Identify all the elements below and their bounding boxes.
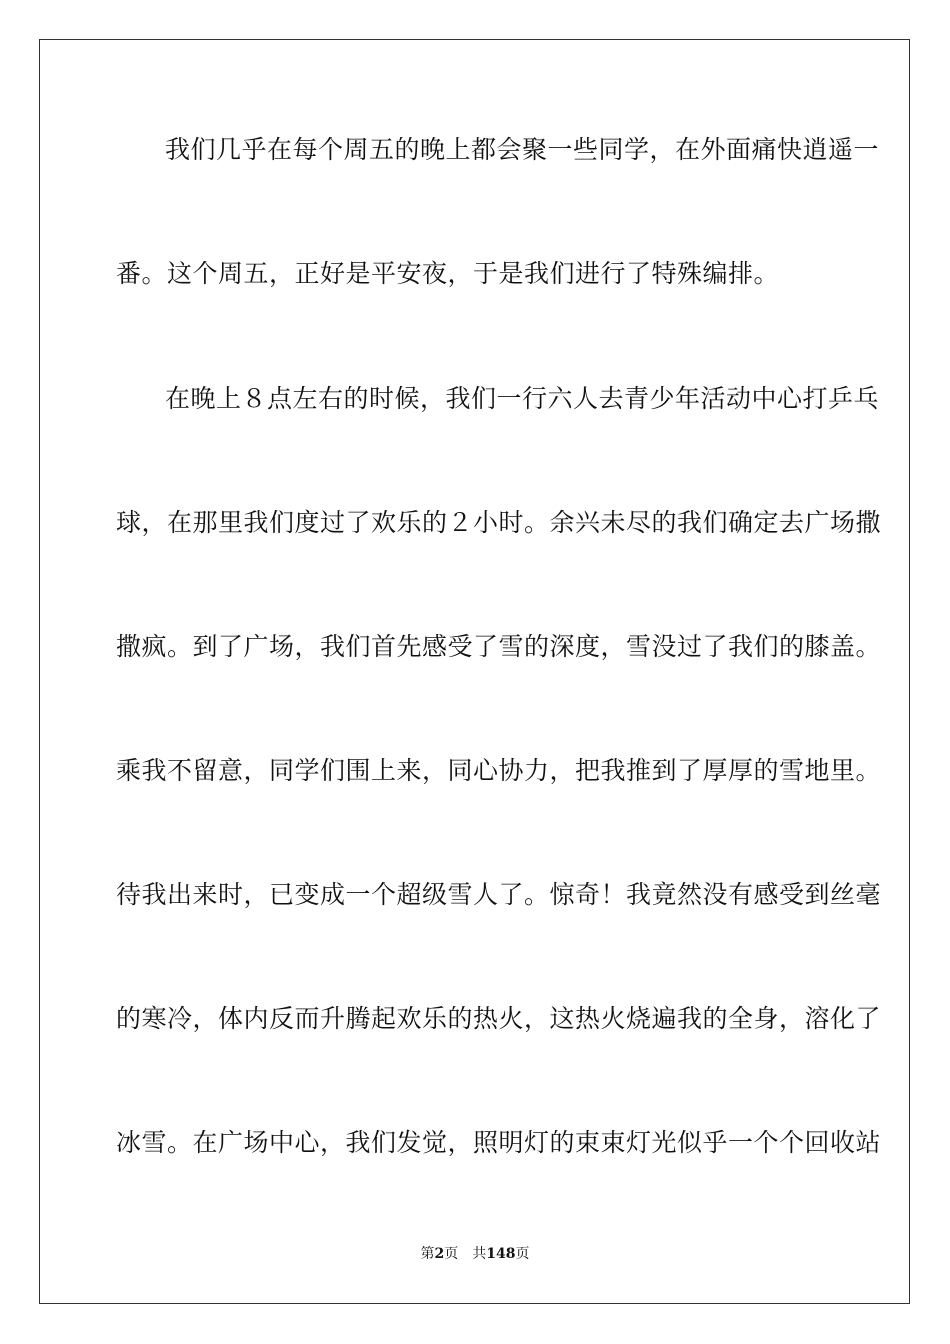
paragraph-line-7: 待我出来时，已变成一个超级雪人了。惊奇！我竟然没有感受到丝毫 <box>116 880 882 909</box>
paragraph-line-5: 撒疯。到了广场，我们首先感受了雪的深度，雪没过了我们的膝盖。 <box>116 632 882 661</box>
paragraph-line-4: 球，在那里我们度过了欢乐的２小时。余兴未尽的我们确定去广场撒 <box>116 508 882 537</box>
paragraph-line-1: 我们几乎在每个周五的晚上都会聚一些同学，在外面痛快逍遥一 <box>165 135 880 164</box>
page-footer <box>0 1244 950 1264</box>
paragraph-line-9: 冰雪。在广场中心，我们发觉，照明灯的束束灯光似乎一个个回收站 <box>116 1128 882 1157</box>
footer-page-prefix: 第 <box>420 1246 435 1262</box>
footer-total-pages: 148 <box>486 1246 516 1262</box>
paragraph-line-2: 番。这个周五，正好是平安夜，于是我们进行了特殊编排。 <box>116 259 780 288</box>
footer-total-suffix: 页 <box>515 1246 530 1262</box>
paragraph-line-6: 乘我不留意，同学们围上来，同心协力，把我推到了厚厚的雪地里。 <box>116 756 882 785</box>
paragraph-line-8: 的寒冷，体内反而升腾起欢乐的热火，这热火烧遍我的全身，溶化了 <box>116 1004 882 1033</box>
footer-page-suffix: 页 <box>444 1246 459 1262</box>
footer-page-number: 2 <box>434 1246 445 1262</box>
page-border <box>39 39 910 1304</box>
footer-total-prefix: 共 <box>472 1246 487 1262</box>
paragraph-line-3: 在晚上８点左右的时候，我们一行六人去青少年活动中心打乒乓 <box>165 384 880 413</box>
